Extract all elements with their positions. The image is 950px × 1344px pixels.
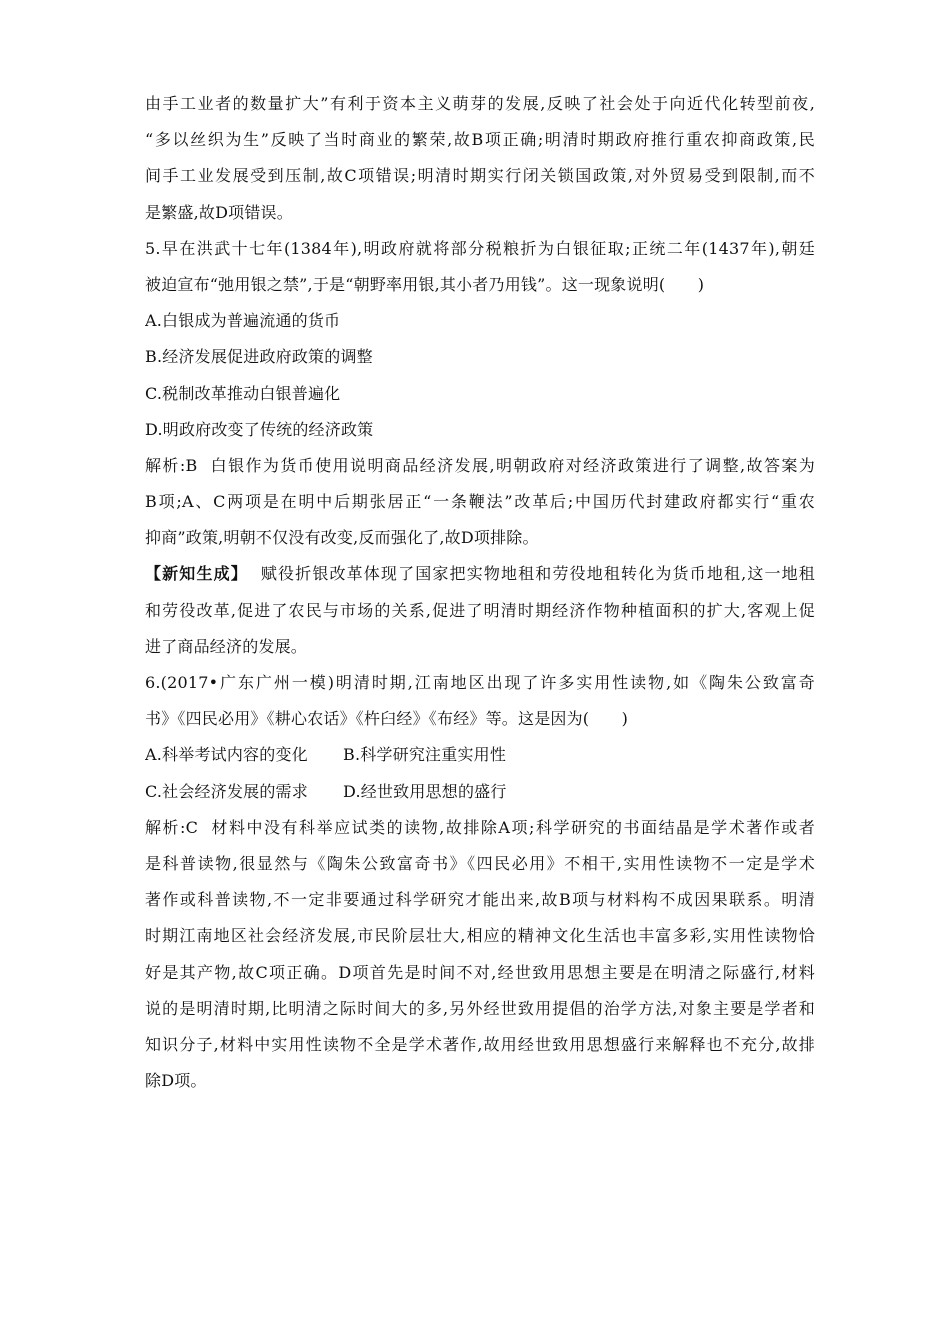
new-knowledge-line: 进了商品经济的发展。 (145, 636, 308, 656)
q5-option-d: D.明政府改变了传统的经济政策 (145, 419, 374, 439)
new-knowledge-text: 赋役折银改革体现了国家把实物地租和劳役地租转化为货币地租,这一地租 (259, 564, 815, 584)
q6-analysis-line: 除D项。 (145, 1071, 207, 1091)
q5-stem-line: 5.早在洪武十七年(1384年),明政府就将部分税粮折为白银征取;正统二年(1437年),朝廷 (145, 238, 815, 258)
q6-options-row (145, 737, 815, 773)
new-knowledge-label: 【新知生成】 (145, 564, 248, 584)
text-line: “多以丝织为生”反映了当时商业的繁荣,故B项正确;明清时期政府推行重农抑商政策,民 (145, 130, 815, 150)
new-knowledge-line: 和劳役改革,促进了农民与市场的关系,促进了明清时期经济作物种植面积的扩大,客观上促 (145, 600, 815, 620)
text-line: 是繁盛,故D项错误。 (145, 202, 293, 222)
q6-analysis-line: 著作或科普读物,不一定非要通过科学研究才能出来,故B项与材料构不成因果联系。明清 (145, 890, 815, 910)
q6-analysis-line (145, 810, 815, 846)
q6-analysis-text: 材料中没有科举应试类的读物,故排除A项;科学研究的书面结晶是学术著作或者 (210, 817, 815, 837)
new-knowledge-line (145, 556, 815, 592)
q6-analysis-line: 是科普读物,很显然与《陶朱公致富奇书》《四民必用》不相干,实用性读物不一定是学术 (145, 853, 815, 873)
q6-analysis-line: 好是其产物,故C项正确。D项首先是时间不对,经世致用思想主要是在明清之际盛行,材料 (145, 962, 815, 982)
q5-stem-line: 被迫宣布“弛用银之禁”,于是“朝野率用银,其小者乃用钱”。这一现象说明( ) (145, 274, 705, 294)
text-line: 由手工业者的数量扩大”有利于资本主义萌芽的发展,反映了社会处于向近代化转型前夜, (145, 94, 815, 113)
q5-analysis-label: 解析:B (145, 455, 198, 475)
q6-option-c: C.社会经济发展的需求 (145, 781, 308, 801)
q6-analysis-label: 解析:C (145, 817, 199, 837)
document-body (145, 86, 815, 1099)
q6-stem-line: 书》《四民必用》《耕心农话》《杵臼经》《布经》等。这是因为( ) (145, 709, 629, 729)
q6-option-b: B.科学研究注重实用性 (343, 745, 507, 765)
q5-analysis-line: 抑商”政策,明朝不仅没有改变,反而强化了,故D项排除。 (145, 528, 539, 548)
q6-option-d: D.经世致用思想的盛行 (343, 781, 507, 801)
q5-analysis-line (145, 448, 815, 484)
q6-analysis-line: 知识分子,材料中实用性读物不全是学术著作,故用经世致用思想盛行来解释也不充分,故排 (145, 1034, 815, 1054)
q5-analysis-line: B项;A、C两项是在明中后期张居正“一条鞭法”改革后;中国历代封建政府都实行“重农 (145, 492, 815, 512)
q6-option-a: A.科举考试内容的变化 (145, 745, 308, 765)
q6-analysis-line: 时期江南地区社会经济发展,市民阶层壮大,相应的精神文化生活也丰富多彩,实用性读物恰 (145, 926, 815, 946)
q6-stem-line: 6.(2017•广东广州一模)明清时期,江南地区出现了许多实用性读物,如《陶朱公致富奇 (145, 673, 815, 692)
q5-option-b: B.经济发展促进政府政策的调整 (145, 347, 373, 367)
q6-analysis-line: 说的是明清时期,比明清之际时间大的多,另外经世致用提倡的治学方法,对象主要是学者和 (145, 998, 815, 1018)
q6-options-row (145, 774, 815, 810)
text-line: 间手工业发展受到压制,故C项错误;明清时期实行闭关锁国政策,对外贸易受到限制,而不 (145, 166, 815, 186)
q5-option-c: C.税制改革推动白银普遍化 (145, 383, 341, 403)
q5-analysis-text: 白银作为货币使用说明商品经济发展,明朝政府对经济政策进行了调整,故答案为 (209, 455, 815, 475)
q5-option-a: A.白银成为普遍流通的货币 (145, 311, 341, 331)
